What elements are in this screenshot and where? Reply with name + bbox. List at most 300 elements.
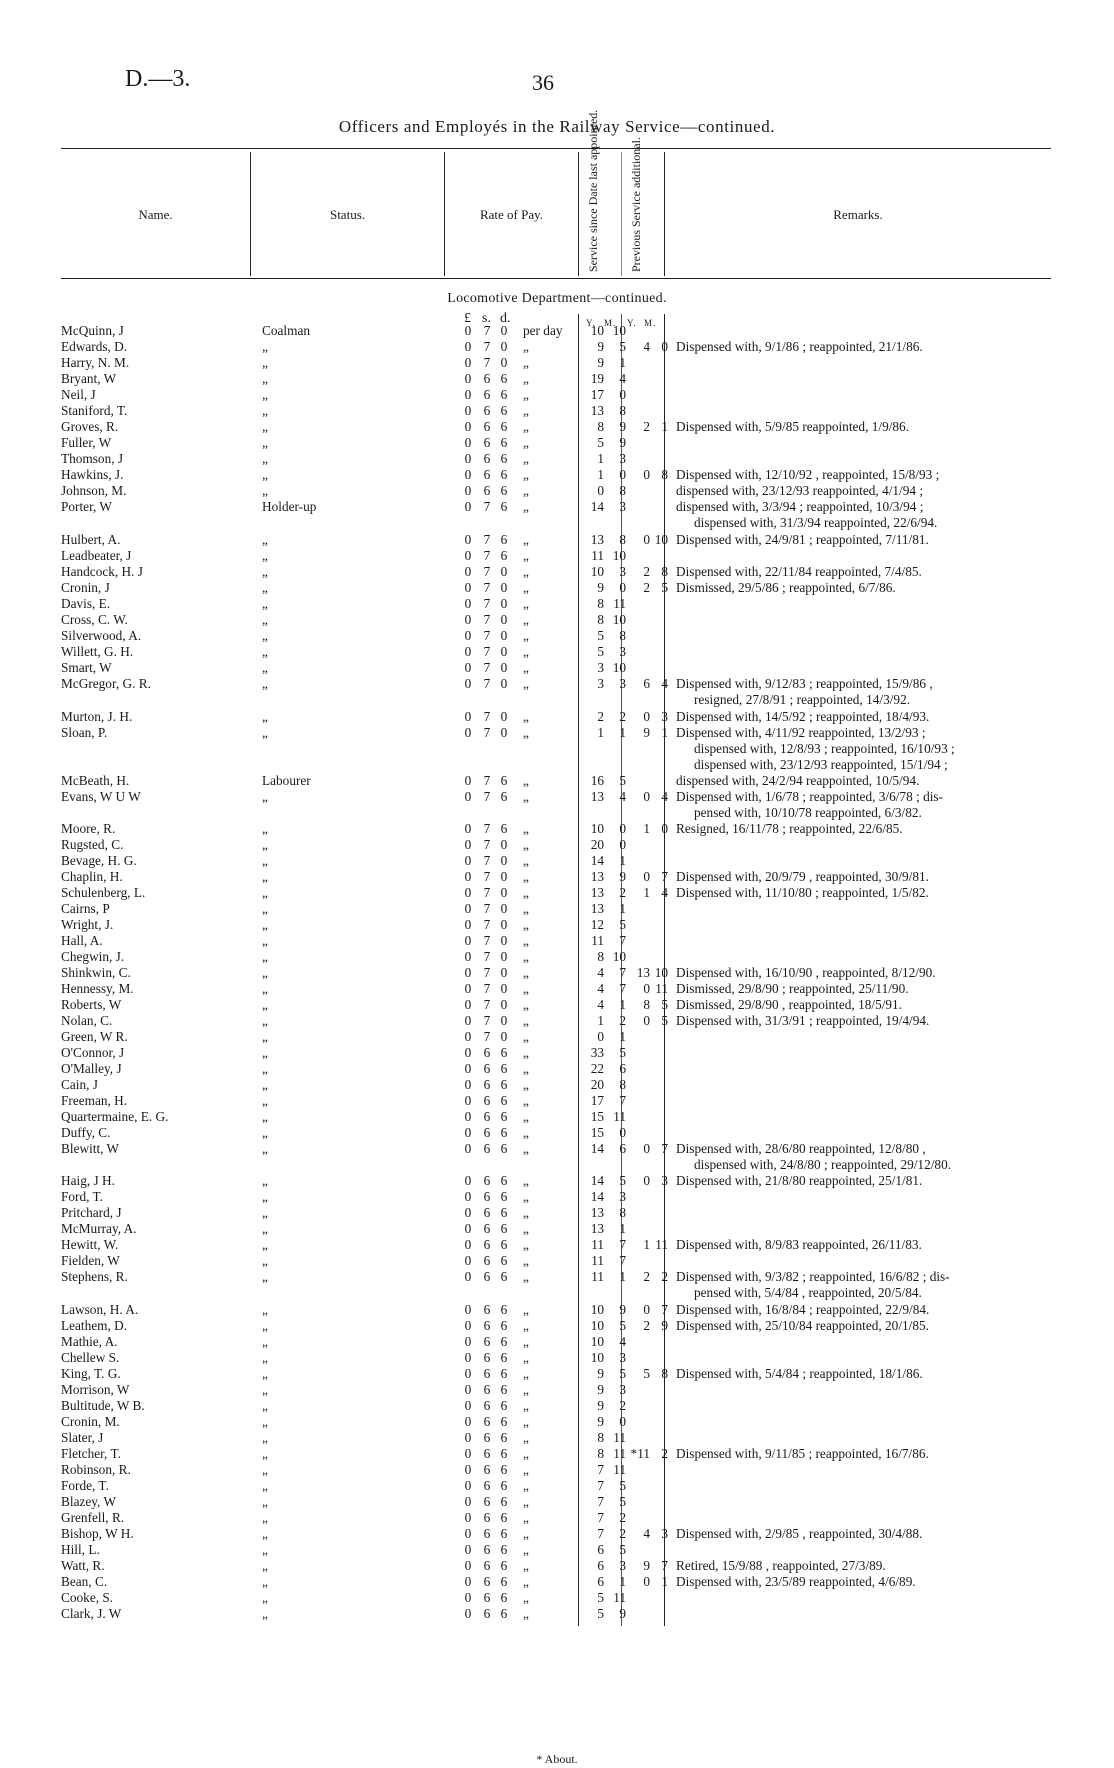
employee-name: Cooke, S. — [61, 1590, 114, 1605]
rate-pounds: 0 — [464, 1414, 472, 1429]
rate-pence: 6 — [500, 1510, 508, 1525]
service-years: 33 — [590, 1045, 604, 1060]
service-years: 4 — [597, 997, 604, 1012]
column-divider — [578, 152, 579, 276]
column-header-name: Name. — [138, 207, 173, 222]
column-header-status: Status. — [329, 207, 366, 222]
rate-pounds: 0 — [464, 1526, 472, 1541]
remarks: Dispensed with, 21/8/80 reappointed, 25/1/81. — [676, 1173, 923, 1188]
footnote: * About. — [536, 1752, 578, 1766]
rate-shillings: 6 — [483, 1253, 491, 1268]
rate-pounds: 0 — [464, 709, 472, 724]
service-months: 5 — [619, 1542, 626, 1557]
employee-name: Slater, J — [61, 1430, 104, 1445]
remarks: Retired, 15/9/88 , reappointed, 27/3/89. — [676, 1558, 886, 1573]
previous-years: 0 — [643, 1302, 650, 1317]
rate-pence: 6 — [500, 1269, 508, 1284]
service-years: 9 — [597, 339, 604, 354]
service-years: 10 — [590, 1318, 604, 1333]
service-years: 7 — [597, 1526, 604, 1541]
rate-period: „ — [523, 1173, 529, 1188]
rate-pounds: 0 — [464, 1334, 472, 1349]
service-years: 1 — [597, 451, 604, 466]
service-months: 10 — [612, 660, 626, 675]
rate-pence: 0 — [500, 837, 508, 852]
service-months: 1 — [619, 355, 626, 370]
previous-months: 8 — [661, 467, 668, 482]
service-years: 13 — [590, 885, 604, 900]
previous-years: 13 — [636, 965, 650, 980]
rate-shillings: 6 — [483, 1125, 491, 1140]
service-years: 9 — [597, 1414, 604, 1429]
rate-period: „ — [523, 853, 529, 868]
table-row — [0, 1077, 1114, 1093]
rate-shillings: 6 — [483, 1205, 491, 1220]
previous-months: 4 — [661, 676, 668, 691]
rate-period: „ — [523, 580, 529, 595]
table-row — [0, 1269, 1114, 1285]
previous-months: 2 — [661, 1269, 668, 1284]
table-row — [0, 773, 1114, 789]
employee-name: Green, W R. — [61, 1029, 128, 1044]
rate-pence: 0 — [500, 660, 508, 675]
service-years: 13 — [590, 869, 604, 884]
service-months: 9 — [619, 1302, 626, 1317]
service-years: 13 — [590, 403, 604, 418]
rate-pence: 6 — [500, 499, 508, 514]
table-row — [0, 596, 1114, 612]
rate-period: „ — [523, 1574, 529, 1589]
rate-pence: 0 — [500, 564, 508, 579]
status: „ — [262, 917, 268, 932]
rate-pounds: 0 — [464, 1221, 472, 1236]
rate-pence: 6 — [500, 451, 508, 466]
rate-pence: 6 — [500, 387, 508, 402]
rate-pounds: 0 — [464, 323, 472, 338]
remarks: dispensed with, 23/12/93 reappointed, 4/1/94 ; — [676, 483, 924, 498]
status: „ — [262, 901, 268, 916]
column-header-service: Service since Date last appointed. — [586, 109, 600, 272]
status: „ — [262, 997, 268, 1012]
service-months: 1 — [619, 1029, 626, 1044]
rate-period: „ — [523, 901, 529, 916]
employee-name: Sloan, P. — [61, 725, 108, 740]
remarks-continuation: resigned, 27/8/91 ; reappointed, 14/3/92. — [694, 692, 911, 707]
service-months: 7 — [619, 1093, 626, 1108]
rate-shillings: 6 — [483, 1318, 491, 1333]
service-months: 11 — [613, 1446, 626, 1461]
rate-period: „ — [523, 1253, 529, 1268]
status: „ — [262, 628, 268, 643]
rate-pounds: 0 — [464, 1013, 472, 1028]
status: „ — [262, 612, 268, 627]
status: „ — [262, 949, 268, 964]
rate-pounds: 0 — [464, 1558, 472, 1573]
table-row — [0, 435, 1114, 451]
rate-shillings: 6 — [483, 387, 491, 402]
service-years: 7 — [597, 1462, 604, 1477]
service-months: 9 — [619, 419, 626, 434]
rate-pounds: 0 — [464, 1590, 472, 1605]
employee-name: Chellew S. — [61, 1350, 120, 1365]
table-row — [0, 1302, 1114, 1318]
rate-period: „ — [523, 1606, 529, 1621]
table-row — [0, 1141, 1114, 1157]
rate-period: „ — [523, 1542, 529, 1557]
service-months: 1 — [619, 997, 626, 1012]
status: „ — [262, 1093, 268, 1108]
status: „ — [262, 644, 268, 659]
rate-period: „ — [523, 435, 529, 450]
previous-months: 0 — [661, 339, 668, 354]
service-months: 5 — [619, 917, 626, 932]
rate-shillings: 7 — [483, 869, 491, 884]
service-years: 13 — [590, 901, 604, 916]
rate-pence: 6 — [500, 1109, 508, 1124]
rate-pence: 0 — [500, 612, 508, 627]
service-months: 7 — [619, 981, 626, 996]
rate-pence: 6 — [500, 1253, 508, 1268]
remarks-continuation: dispensed with, 31/3/94 reappointed, 22/6/94. — [694, 515, 938, 530]
table-row — [0, 1366, 1114, 1382]
table-row — [0, 965, 1114, 981]
rate-pence: 0 — [500, 339, 508, 354]
status: „ — [262, 1302, 268, 1317]
service-years: 14 — [590, 499, 604, 514]
rate-pence: 6 — [500, 467, 508, 482]
rate-pence: 6 — [500, 1398, 508, 1413]
employee-name: Bean, C. — [61, 1574, 108, 1589]
rate-shillings: 6 — [483, 1382, 491, 1397]
rate-pounds: 0 — [464, 532, 472, 547]
rate-shillings: 6 — [483, 1510, 491, 1525]
service-years: 10 — [590, 1302, 604, 1317]
status: „ — [262, 1574, 268, 1589]
rate-period: „ — [523, 1061, 529, 1076]
table-row — [0, 548, 1114, 564]
employee-name: Hewitt, W. — [61, 1237, 119, 1252]
service-years: 14 — [590, 1141, 604, 1156]
table-row — [0, 917, 1114, 933]
rate-shillings: 6 — [483, 1430, 491, 1445]
employee-name: Grenfell, R. — [61, 1510, 125, 1525]
status: „ — [262, 1173, 268, 1188]
employee-name: Blewitt, W — [61, 1141, 120, 1156]
remarks: Dispensed with, 24/9/81 ; reappointed, 7/11/81. — [676, 532, 929, 547]
rate-pounds: 0 — [464, 1494, 472, 1509]
service-years: 10 — [590, 564, 604, 579]
table-row — [0, 1558, 1114, 1574]
service-years: 11 — [591, 1269, 604, 1284]
table-row — [0, 644, 1114, 660]
previous-years: 0 — [643, 981, 650, 996]
service-months: 9 — [619, 1606, 626, 1621]
rate-pence: 6 — [500, 1366, 508, 1381]
rate-period: „ — [523, 403, 529, 418]
rate-pence: 6 — [500, 1189, 508, 1204]
employee-name: Fuller, W — [61, 435, 112, 450]
rate-pounds: 0 — [464, 901, 472, 916]
service-months: 5 — [619, 773, 626, 788]
rate-pence: 0 — [500, 644, 508, 659]
service-years: 10 — [590, 323, 604, 338]
rate-period: „ — [523, 612, 529, 627]
rate-period: „ — [523, 709, 529, 724]
employee-name: Murton, J. H. — [61, 709, 133, 724]
rate-pounds: 0 — [464, 1237, 472, 1252]
status: „ — [262, 339, 268, 354]
service-years: 10 — [590, 821, 604, 836]
table-row — [0, 1318, 1114, 1334]
status: „ — [262, 1013, 268, 1028]
rate-pounds: 0 — [464, 949, 472, 964]
rate-pounds: 0 — [464, 1253, 472, 1268]
rate-pence: 0 — [500, 1013, 508, 1028]
rate-shillings: 7 — [483, 323, 491, 338]
status: „ — [262, 1398, 268, 1413]
status: „ — [262, 853, 268, 868]
rate-pence: 6 — [500, 773, 508, 788]
table-row — [0, 901, 1114, 917]
rate-shillings: 6 — [483, 1334, 491, 1349]
rate-pounds: 0 — [464, 1077, 472, 1092]
status: „ — [262, 1558, 268, 1573]
rate-period: „ — [523, 933, 529, 948]
rate-pounds: 0 — [464, 644, 472, 659]
service-months: 11 — [613, 1590, 626, 1605]
rate-pounds: 0 — [464, 1510, 472, 1525]
employee-name: Cairns, P — [61, 901, 110, 916]
employee-name: Duffy, C. — [61, 1125, 111, 1140]
service-years: 16 — [590, 773, 604, 788]
rate-pounds: 0 — [464, 789, 472, 804]
service-months: 3 — [619, 451, 626, 466]
service-years: 14 — [590, 853, 604, 868]
rate-period: „ — [523, 1478, 529, 1493]
service-months: 1 — [619, 1221, 626, 1236]
employee-name: Morrison, W — [61, 1382, 130, 1397]
rate-pounds: 0 — [464, 821, 472, 836]
employee-name: Edwards, D. — [61, 339, 128, 354]
rate-shillings: 6 — [483, 1558, 491, 1573]
remarks: Dispensed with, 16/8/84 ; reappointed, 22/9/84. — [676, 1302, 930, 1317]
service-months: 7 — [619, 1253, 626, 1268]
rate-pence: 6 — [500, 1478, 508, 1493]
table-row — [0, 1542, 1114, 1558]
employee-name: Bryant, W — [61, 371, 117, 386]
service-months: 1 — [619, 1574, 626, 1589]
table-row — [0, 628, 1114, 644]
service-months: 8 — [619, 628, 626, 643]
rate-pence: 6 — [500, 1590, 508, 1605]
previous-years: 0 — [643, 1141, 650, 1156]
rate-pounds: 0 — [464, 1318, 472, 1333]
service-years: 5 — [597, 628, 604, 643]
rate-pence: 6 — [500, 1061, 508, 1076]
rate-pounds: 0 — [464, 580, 472, 595]
rate-pounds: 0 — [464, 1029, 472, 1044]
service-months: 11 — [613, 1109, 626, 1124]
page-title: Officers and Employés in the Railway Service—continued. — [338, 117, 776, 136]
previous-years: 8 — [643, 997, 650, 1012]
service-months: 9 — [619, 435, 626, 450]
rate-period: „ — [523, 1334, 529, 1349]
rate-shillings: 7 — [483, 1029, 491, 1044]
employee-name: McBeath, H. — [61, 773, 130, 788]
table-row — [0, 532, 1114, 548]
service-years: 13 — [590, 532, 604, 547]
status: „ — [262, 1045, 268, 1060]
status: „ — [262, 1077, 268, 1092]
unit-previous-months: M. — [644, 318, 657, 328]
table-row — [0, 837, 1114, 853]
service-months: 1 — [619, 725, 626, 740]
employee-name: Freeman, H. — [61, 1093, 128, 1108]
status: „ — [262, 1478, 268, 1493]
rate-shillings: 6 — [483, 483, 491, 498]
service-months: 2 — [619, 709, 626, 724]
employee-name: Silverwood, A. — [61, 628, 142, 643]
table-row — [0, 1109, 1114, 1125]
service-years: 1 — [597, 1013, 604, 1028]
employee-name: Hennessy, M. — [61, 981, 134, 996]
previous-months: 8 — [661, 1366, 668, 1381]
rate-pence: 6 — [500, 1302, 508, 1317]
service-months: 1 — [619, 901, 626, 916]
employee-name: Moore, R. — [61, 821, 116, 836]
table-row — [0, 403, 1114, 419]
previous-months: 1 — [661, 1574, 668, 1589]
status: „ — [262, 1526, 268, 1541]
rate-pence: 6 — [500, 1221, 508, 1236]
service-months: 5 — [619, 1318, 626, 1333]
employee-name: Smart, W — [61, 660, 112, 675]
rate-pounds: 0 — [464, 467, 472, 482]
table-row — [0, 981, 1114, 997]
table-row — [0, 564, 1114, 580]
status: „ — [262, 564, 268, 579]
service-years: 9 — [597, 1366, 604, 1381]
employee-name: McQuinn, J — [61, 323, 124, 338]
service-months: 9 — [619, 869, 626, 884]
rate-period: „ — [523, 981, 529, 996]
service-months: 0 — [619, 1125, 626, 1140]
rate-shillings: 7 — [483, 580, 491, 595]
employee-name: Evans, W U W — [61, 789, 141, 804]
employee-name: Groves, R. — [61, 419, 119, 434]
rate-pounds: 0 — [464, 981, 472, 996]
rate-shillings: 6 — [483, 1269, 491, 1284]
employee-name: Stephens, R. — [61, 1269, 128, 1284]
remarks: Dispensed with, 11/10/80 ; reappointed, 1/5/82. — [676, 885, 929, 900]
service-months: 7 — [619, 1237, 626, 1252]
rate-pounds: 0 — [464, 660, 472, 675]
table-row — [0, 1061, 1114, 1077]
rate-pounds: 0 — [464, 339, 472, 354]
previous-months: 11 — [655, 1237, 668, 1252]
rate-shillings: 6 — [483, 451, 491, 466]
employee-name: Hall, A. — [61, 933, 103, 948]
service-months: 11 — [613, 596, 626, 611]
status: „ — [262, 837, 268, 852]
rate-shillings: 7 — [483, 355, 491, 370]
status: Holder-up — [262, 499, 317, 514]
status: „ — [262, 660, 268, 675]
service-years: 7 — [597, 1494, 604, 1509]
remarks: Dispensed with, 9/11/85 ; reappointed, 16/7/86. — [676, 1446, 929, 1461]
rate-pence: 6 — [500, 1350, 508, 1365]
status: „ — [262, 933, 268, 948]
rate-pounds: 0 — [464, 965, 472, 980]
rate-pounds: 0 — [464, 1302, 472, 1317]
rate-period: „ — [523, 596, 529, 611]
service-years: 8 — [597, 419, 604, 434]
employee-name: Rugsted, C. — [61, 837, 124, 852]
rate-period: „ — [523, 1366, 529, 1381]
remarks: dispensed with, 3/3/94 ; reappointed, 10/3/94 ; — [676, 499, 924, 514]
rate-pounds: 0 — [464, 1045, 472, 1060]
service-months: 2 — [619, 1013, 626, 1028]
rate-shillings: 7 — [483, 1013, 491, 1028]
rate-pounds: 0 — [464, 1382, 472, 1397]
service-years: 11 — [591, 1253, 604, 1268]
table-row — [0, 789, 1114, 805]
status: „ — [262, 1606, 268, 1621]
rate-shillings: 6 — [483, 1061, 491, 1076]
rate-shillings: 7 — [483, 981, 491, 996]
service-years: 20 — [590, 1077, 604, 1092]
employee-name: Hill, L. — [61, 1542, 100, 1557]
rate-pounds: 0 — [464, 596, 472, 611]
table-row — [0, 997, 1114, 1013]
remarks: Dispensed with, 16/10/90 , reappointed, 8/12/90. — [676, 965, 936, 980]
service-months: 2 — [619, 1526, 626, 1541]
service-months: 5 — [619, 1045, 626, 1060]
remarks-continuation: pensed with, 10/10/78 reappointed, 6/3/82. — [694, 805, 922, 820]
rate-pence: 6 — [500, 1606, 508, 1621]
table-row — [0, 1430, 1114, 1446]
rate-shillings: 7 — [483, 644, 491, 659]
page-number: 36 — [532, 70, 554, 95]
remarks: dispensed with, 24/2/94 reappointed, 10/5/94. — [676, 773, 920, 788]
rate-period: „ — [523, 1125, 529, 1140]
status: „ — [262, 1253, 268, 1268]
service-years: 0 — [597, 1029, 604, 1044]
table-row — [0, 1173, 1114, 1189]
previous-months: 7 — [661, 1141, 668, 1156]
rate-pence: 6 — [500, 1414, 508, 1429]
rate-pounds: 0 — [464, 1125, 472, 1140]
employee-name: Bevage, H. G. — [61, 853, 137, 868]
table-row — [0, 1093, 1114, 1109]
rate-period: „ — [523, 371, 529, 386]
previous-years: 2 — [643, 564, 650, 579]
employee-name: Fielden, W — [61, 1253, 120, 1268]
rate-pence: 6 — [500, 1318, 508, 1333]
service-years: 4 — [597, 981, 604, 996]
rate-shillings: 7 — [483, 837, 491, 852]
rate-pounds: 0 — [464, 997, 472, 1012]
service-months: 2 — [619, 885, 626, 900]
rate-shillings: 6 — [483, 1302, 491, 1317]
unit-previous-years: Y. — [627, 318, 637, 328]
service-years: 8 — [597, 596, 604, 611]
rate-pence: 0 — [500, 965, 508, 980]
service-months: 6 — [619, 1141, 626, 1156]
status: „ — [262, 869, 268, 884]
remarks: Dispensed with, 1/6/78 ; reappointed, 3/6/78 ; dis- — [676, 789, 944, 804]
rate-period: „ — [523, 997, 529, 1012]
